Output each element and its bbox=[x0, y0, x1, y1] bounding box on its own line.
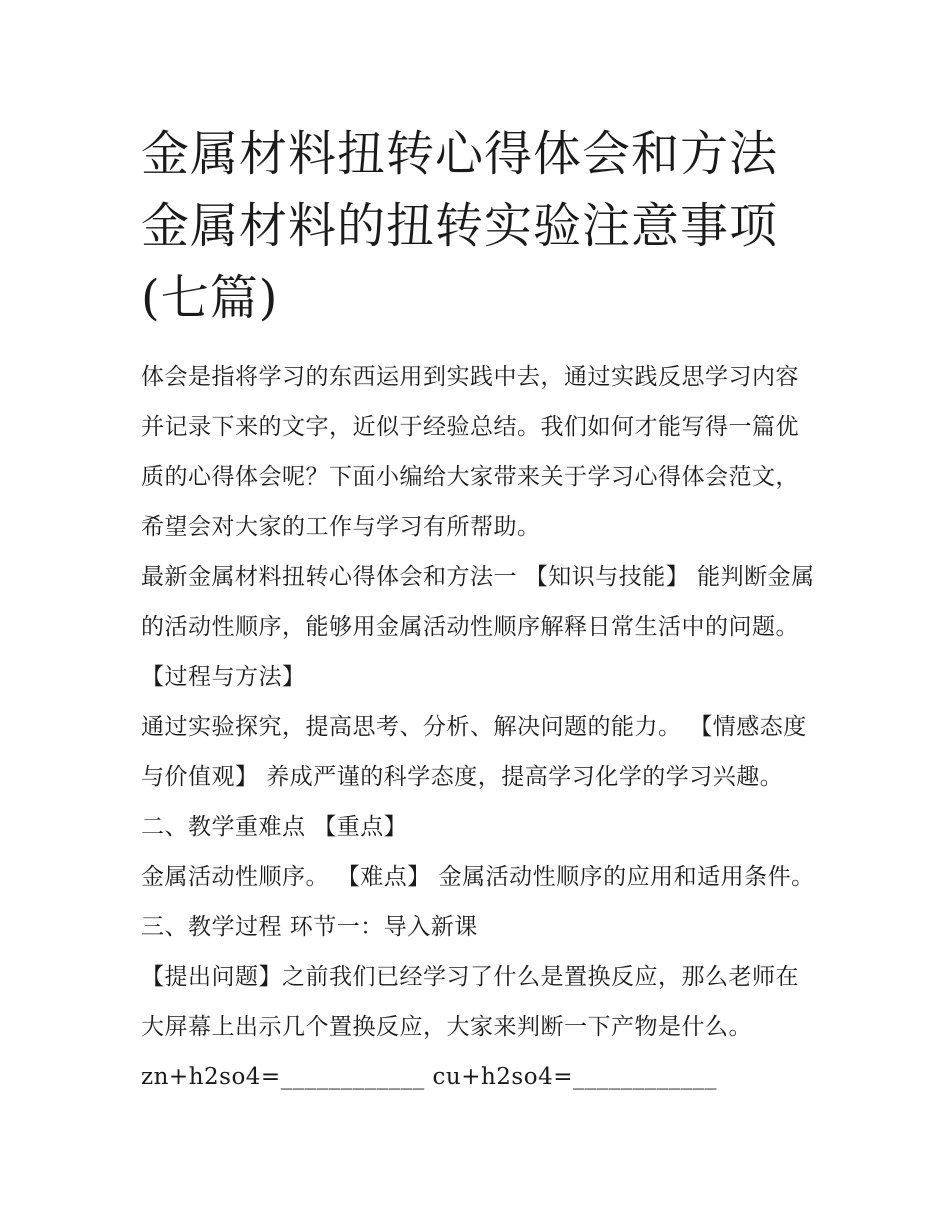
document-title: 金属材料扭转心得体会和方法 金属材料的扭转实验注意事项(七篇) bbox=[141, 126, 779, 326]
paragraph-process-emotion: 通过实验探究，提高思考、分析、解决问题的能力。 【情感态度与价值观】 养成严谨的科学态度，提高学习化学的学习兴趣。 二、教学重难点 【重点】 bbox=[141, 714, 807, 840]
paragraph-equations: zn+h2so4=____________ cu+h2so4=____________ bbox=[141, 1064, 717, 1090]
paragraph-knowledge-skills: 最新金属材料扭转心得体会和方法一 【知识与技能】 能判断金属的活动性顺序，能够用金属活动性顺序解释日常生活中的问题。 【过程与方法】 bbox=[141, 564, 815, 690]
document-body bbox=[141, 352, 821, 1102]
document-page bbox=[141, 118, 821, 1102]
paragraph-intro: 体会是指将学习的东西运用到实践中去，通过实践反思学习内容并记录下来的文字，近似于经验总结。我们如何才能写得一篇优质的心得体会呢？下面小编给大家带来关于学习心得体会范文，希望会对大家的工作与学习有所帮助。 bbox=[141, 364, 799, 540]
paragraph-raise-question: 【提出问题】之前我们已经学习了什么是置换反应，那么老师在大屏幕上出示几个置换反应，大家来判断一下产物是什么。 bbox=[141, 964, 799, 1040]
paragraph-key-difficult-points: 金属活动性顺序。 【难点】 金属活动性顺序的应用和适用条件。 三、教学过程 环节一：导入新课 bbox=[141, 864, 815, 940]
